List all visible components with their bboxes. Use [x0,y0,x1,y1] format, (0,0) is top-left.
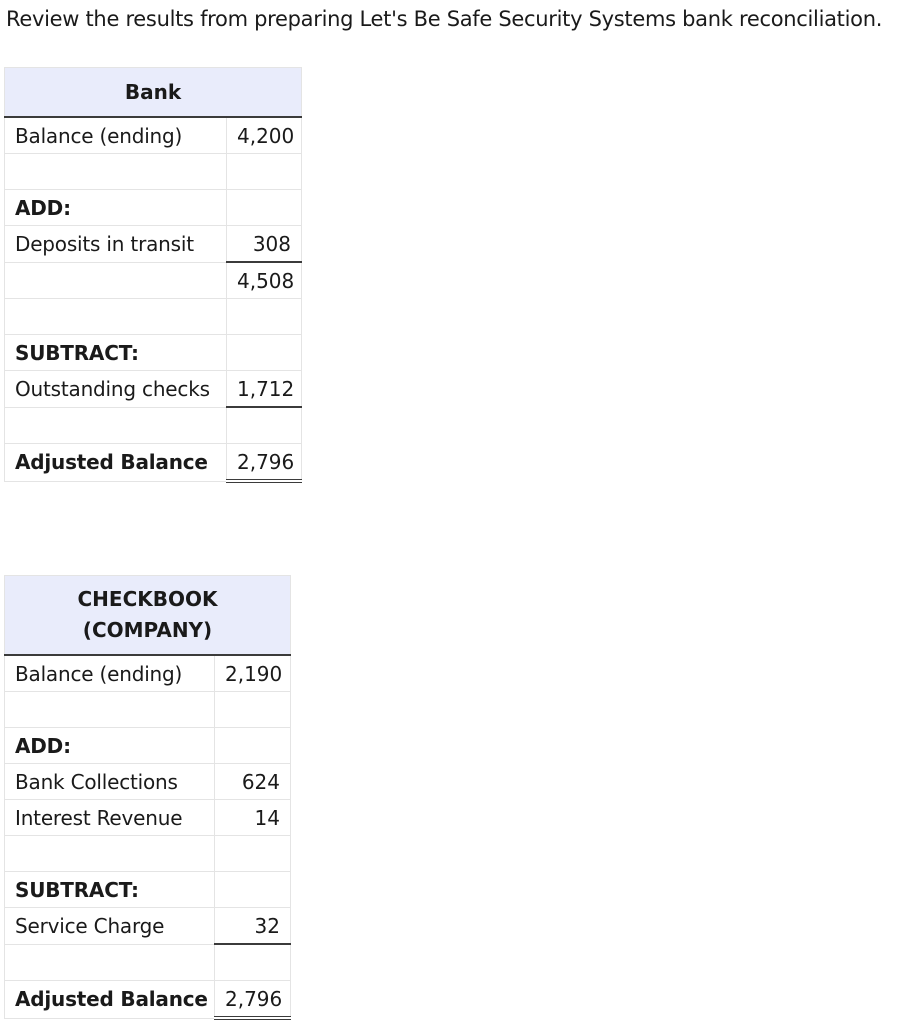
empty-cell [215,728,291,764]
empty-cell [215,836,291,872]
empty-cell [5,262,227,299]
table-header-row [5,68,302,118]
bank-adjusted-balance-label: Adjusted Balance [5,444,227,482]
table-row [5,407,302,444]
outstanding-checks-value: 1,712 [227,371,302,408]
table-row [5,335,302,371]
empty-cell [215,692,291,728]
table-row [5,728,291,764]
bank-collections-value: 624 [215,764,291,800]
table-header-row [5,576,291,656]
table-row [5,764,291,800]
empty-cell [5,836,215,872]
checkbook-balance-label: Balance (ending) [5,655,215,692]
checkbook-header-line1: CHECKBOOK [77,587,218,611]
table-row [5,692,291,728]
empty-cell [5,299,227,335]
table-row [5,444,302,482]
table-row [5,872,291,908]
bank-balance-label: Balance (ending) [5,117,227,154]
deposits-in-transit-value: 308 [227,226,302,263]
bank-balance-value: 4,200 [227,117,302,154]
table-row [5,117,302,154]
outstanding-checks-label: Outstanding checks [5,371,227,408]
service-charge-label: Service Charge [5,908,215,945]
table-row [5,154,302,190]
instructions-text: Review the results from preparing Let's Be Safe Security Systems bank reconciliation. [6,7,883,31]
empty-cell [227,335,302,371]
checkbook-header-line2: (COMPANY) [82,618,213,642]
bank-add-label: ADD: [5,190,227,226]
table-row [5,655,291,692]
checkbook-balance-value: 2,190 [215,655,291,692]
table-row [5,262,302,299]
table-row [5,226,302,263]
checkbook-adjusted-balance-label: Adjusted Balance [5,981,215,1019]
empty-cell [215,872,291,908]
interest-revenue-value: 14 [215,800,291,836]
empty-cell [227,154,302,190]
bank-adjusted-balance-value: 2,796 [227,444,302,482]
checkbook-reconciliation-table [4,575,291,1020]
bank-header: Bank [5,68,302,118]
bank-subtotal-value: 4,508 [227,262,302,299]
empty-cell [5,407,227,444]
bank-reconciliation-table [4,67,302,483]
interest-revenue-label: Interest Revenue [5,800,215,836]
checkbook-add-label: ADD: [5,728,215,764]
checkbook-header [5,576,291,656]
table-row [5,800,291,836]
table-row [5,190,302,226]
bank-collections-label: Bank Collections [5,764,215,800]
empty-cell [215,944,291,981]
service-charge-value: 32 [215,908,291,945]
deposits-in-transit-label: Deposits in transit [5,226,227,263]
checkbook-adjusted-balance-value: 2,796 [215,981,291,1019]
table-row [5,944,291,981]
bank-subtract-label: SUBTRACT: [5,335,227,371]
table-row [5,908,291,945]
empty-cell [227,407,302,444]
empty-cell [227,190,302,226]
table-row [5,299,302,335]
empty-cell [5,154,227,190]
checkbook-subtract-label: SUBTRACT: [5,872,215,908]
table-row [5,836,291,872]
table-row [5,371,302,408]
table-row [5,981,291,1019]
empty-cell [227,299,302,335]
empty-cell [5,944,215,981]
empty-cell [5,692,215,728]
